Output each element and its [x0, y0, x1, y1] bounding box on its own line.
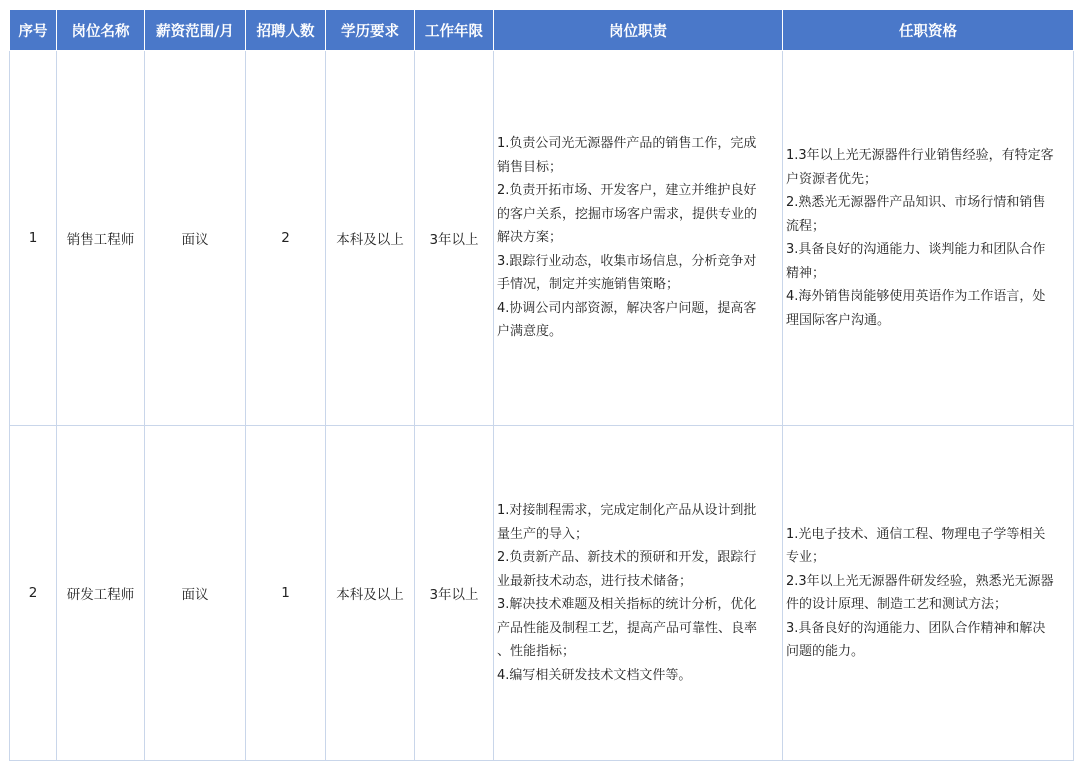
- requirement-line: 精神；: [786, 265, 826, 281]
- duty-line: 户满意度。: [497, 324, 563, 340]
- requirement-line: 专业；: [786, 550, 826, 565]
- duty-line: 3.解决技术难题及相关指标的统计分析，优化: [497, 597, 757, 612]
- duty-line: 业最新技术动态，进行技术储备；: [497, 573, 693, 589]
- duty-line: 的客户关系，挖掘市场客户需求，提供专业的: [497, 206, 758, 222]
- requirement-line: 流程；: [786, 218, 826, 234]
- requirement-line: 3.具备良好的沟通能力、谈判能力和团队合作: [786, 242, 1046, 257]
- duty-line: 手情况，制定并实施销售策略；: [497, 277, 680, 293]
- cell-education: 本科及以上: [326, 426, 415, 761]
- cell-index: 2: [10, 426, 57, 761]
- recruitment-table-container: [9, 9, 1074, 761]
- cell-count: 1: [246, 426, 326, 761]
- header-experience: 工作年限: [415, 10, 494, 51]
- header-duties: 岗位职责: [494, 10, 783, 51]
- duty-line: 3.跟踪行业动态，收集市场信息，分析竞争对: [497, 253, 757, 269]
- duty-line: 1.负责公司光无源器件产品的销售工作，完成: [497, 136, 757, 152]
- table-row: [10, 51, 1074, 426]
- header-index: 序号: [10, 10, 57, 51]
- duty-line: 2.负责新产品、新技术的预研和开发，跟踪行: [497, 550, 757, 565]
- cell-experience: 3年以上: [415, 426, 494, 761]
- duty-line: 产品性能及制程工艺，提高产品可靠性、良率: [497, 620, 758, 636]
- requirement-line: 2.熟悉光无源器件产品知识、市场行情和销售: [786, 195, 1046, 210]
- cell-position: 研发工程师: [57, 426, 145, 761]
- cell-index: 1: [10, 51, 57, 426]
- requirement-line: 1.3年以上光无源器件行业销售经验，有特定客: [786, 148, 1054, 163]
- recruitment-table: [9, 9, 1074, 761]
- cell-requirements: [783, 426, 1074, 761]
- cell-education: 本科及以上: [326, 51, 415, 426]
- header-requirements: 任职资格: [783, 10, 1074, 51]
- cell-experience: 3年以上: [415, 51, 494, 426]
- header-position: 岗位名称: [57, 10, 145, 51]
- requirement-line: 4.海外销售岗能够使用英语作为工作语言，处: [786, 289, 1046, 304]
- cell-requirements: [783, 51, 1074, 426]
- cell-salary: 面议: [145, 426, 246, 761]
- requirement-line: 户资源者优先；: [786, 171, 878, 187]
- cell-position: 销售工程师: [57, 51, 145, 426]
- requirement-line: 2.3年以上光无源器件研发经验，熟悉光无源器: [786, 573, 1054, 589]
- duty-line: 4.协调公司内部资源，解决客户问题，提高客: [497, 300, 757, 316]
- cell-duties: [494, 426, 783, 761]
- duty-line: 、性能指标；: [497, 644, 576, 659]
- cell-count: 2: [246, 51, 326, 426]
- cell-duties: [494, 51, 783, 426]
- duty-line: 解决方案；: [497, 230, 563, 246]
- duty-line: 2.负责开拓市场、开发客户，建立并维护良好: [497, 183, 757, 199]
- header-count: 招聘人数: [246, 10, 326, 51]
- requirement-line: 1.光电子技术、通信工程、物理电子学等相关: [786, 526, 1046, 542]
- header-education: 学历要求: [326, 10, 415, 51]
- requirement-line: 3.具备良好的沟通能力、团队合作精神和解决: [786, 620, 1046, 636]
- header-row: [10, 10, 1074, 51]
- header-salary: 薪资范围/月: [145, 10, 246, 51]
- duty-line: 量生产的导入；: [497, 526, 589, 542]
- table-row: [10, 426, 1074, 761]
- requirement-line: 问题的能力。: [786, 644, 865, 659]
- duty-line: 1.对接制程需求，完成定制化产品从设计到批: [497, 503, 757, 518]
- duty-line: 销售目标；: [497, 159, 563, 175]
- requirement-line: 件的设计原理、制造工艺和测试方法；: [786, 597, 1008, 612]
- requirement-line: 理国际客户沟通。: [786, 312, 891, 328]
- duty-line: 4.编写相关研发技术文档文件等。: [497, 667, 692, 683]
- cell-salary: 面议: [145, 51, 246, 426]
